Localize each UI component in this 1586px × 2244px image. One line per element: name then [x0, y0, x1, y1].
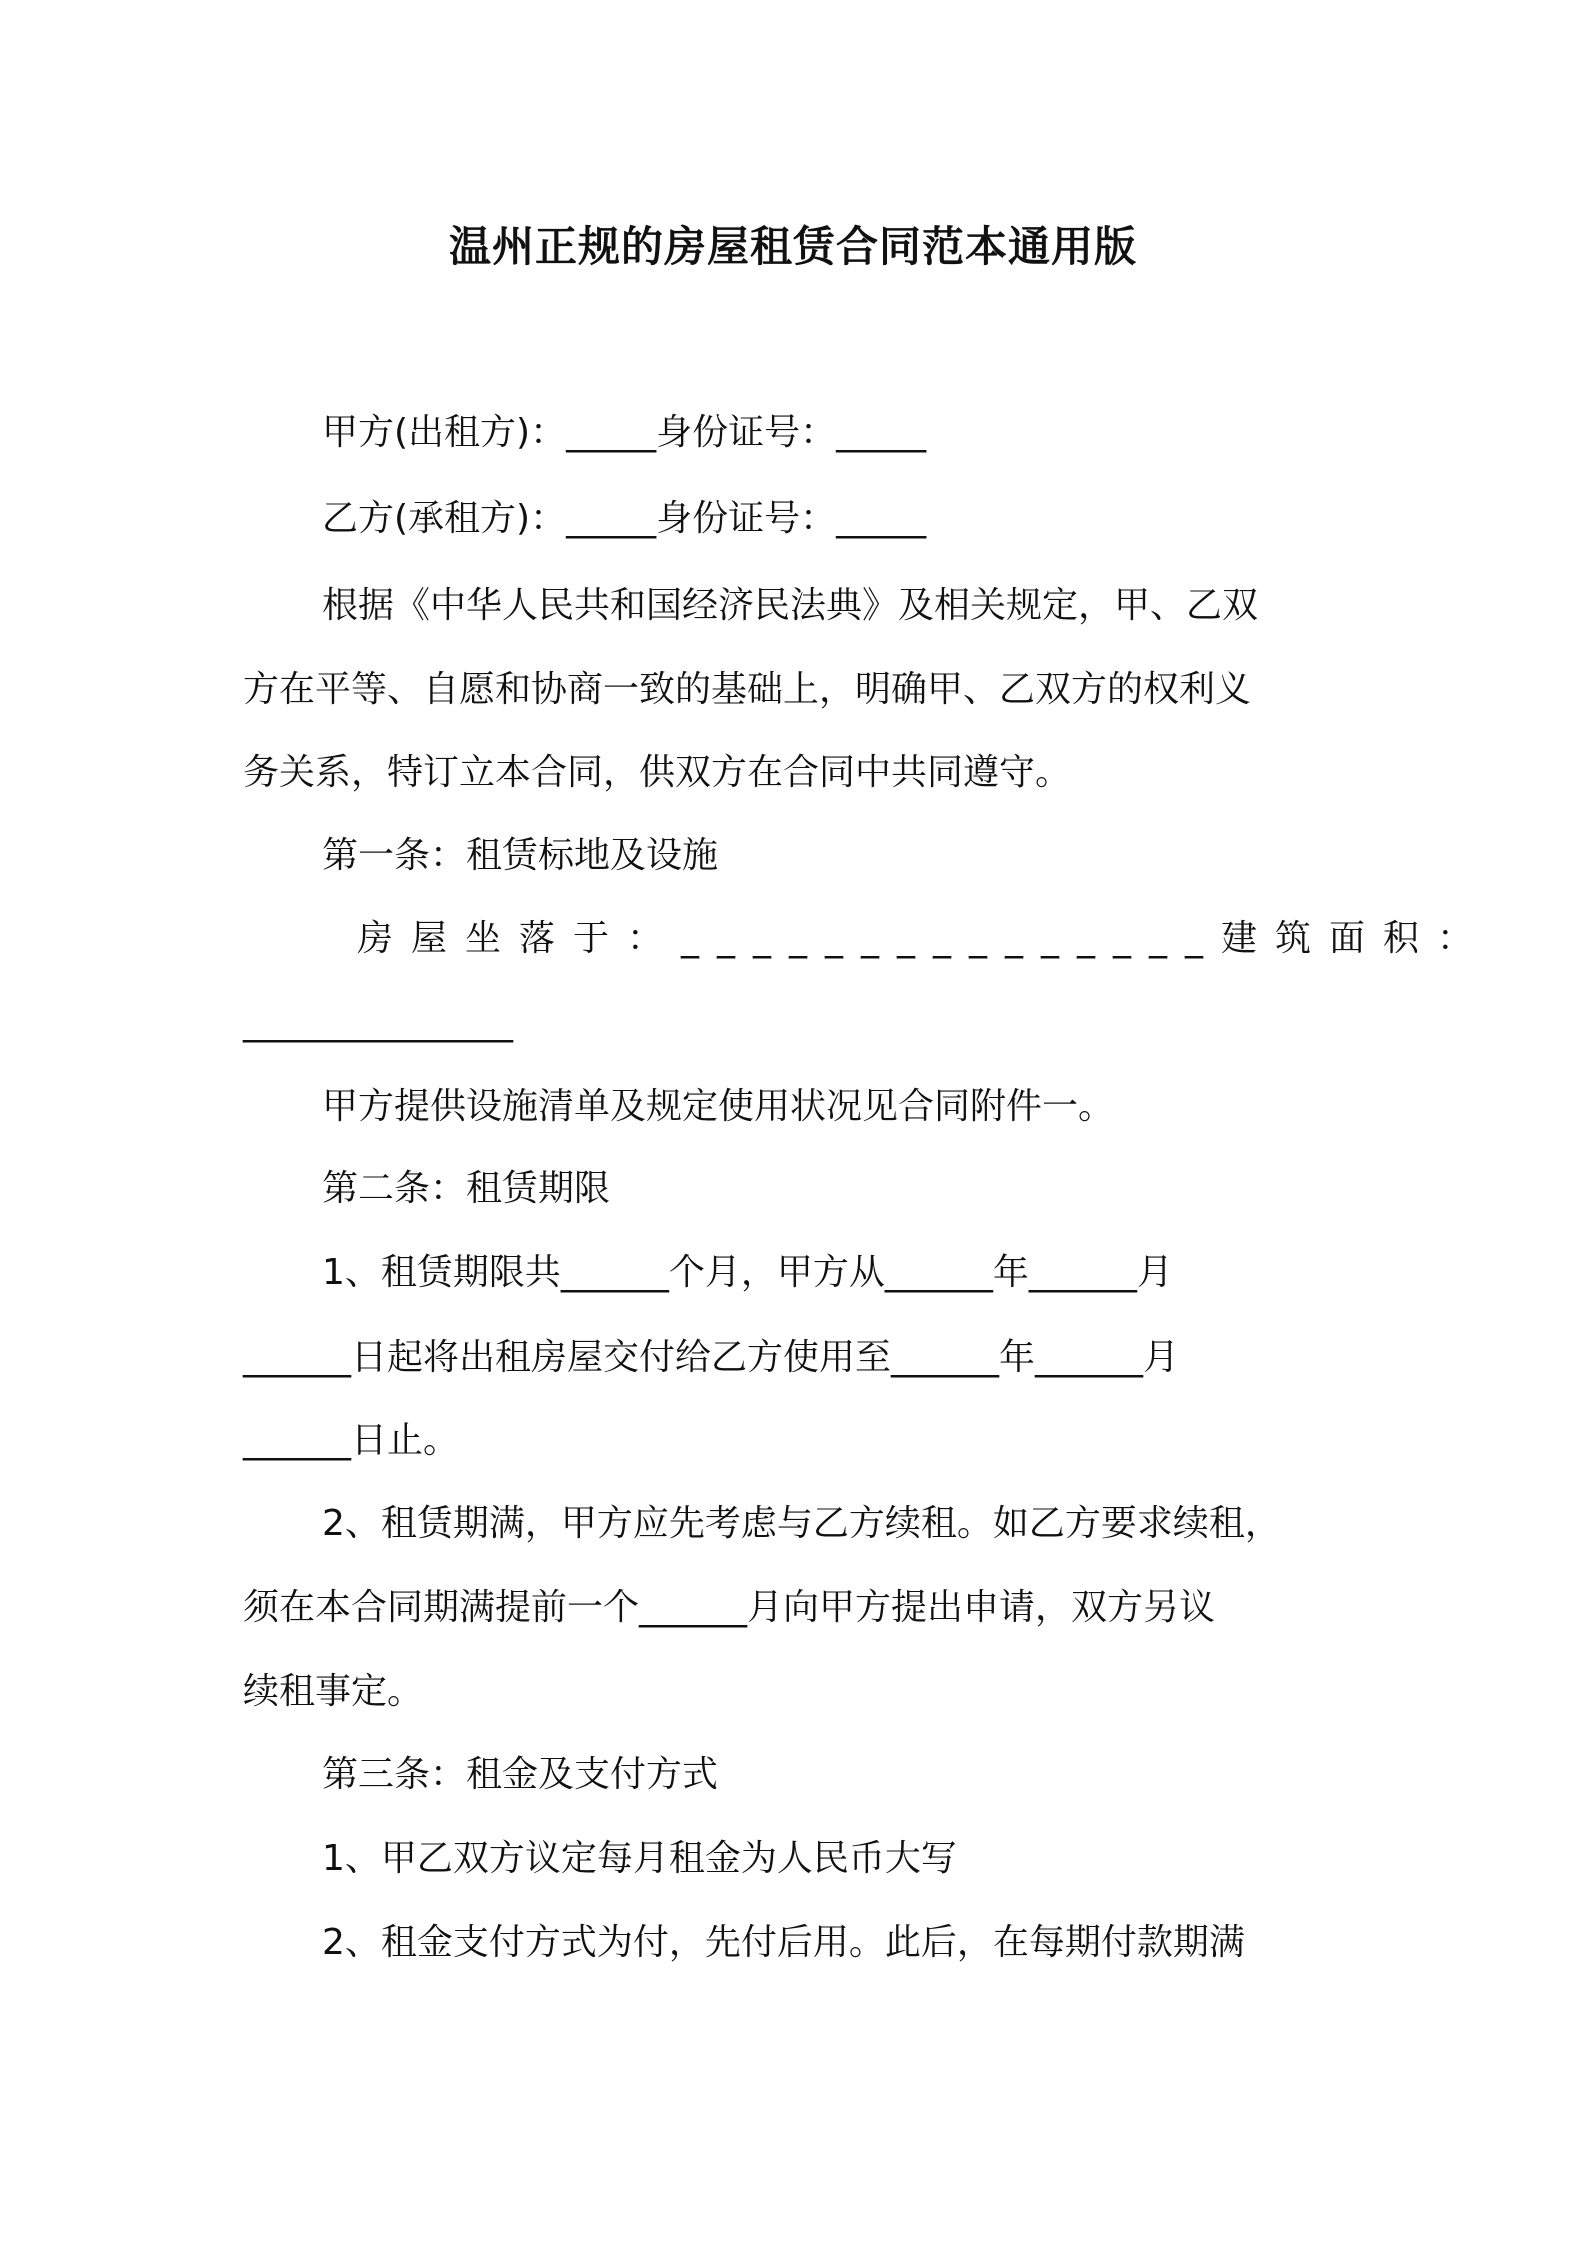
paragraph-line: 根据《中华人民共和国经济民法典》及相关规定，甲、乙双	[322, 585, 1259, 626]
paragraph-line: 方在平等、自愿和协商一致的基础上，明确甲、乙双方的权利义	[243, 669, 1252, 710]
paragraph-line: ______日起将出租房屋交付给乙方使用至______年______月	[243, 1337, 1180, 1378]
paragraph-line: 务关系，特订立本合同，供双方在合同中共同遵守。	[243, 752, 1072, 793]
paragraph-line: 2、租赁期满，甲方应先考虑与乙方续租。如乙方要求续租，	[322, 1503, 1281, 1544]
paragraph-line: 甲方提供设施清单及规定使用状况见合同附件一。	[322, 1086, 1115, 1127]
paragraph-line: 1、甲乙双方议定每月租金为人民币大写	[322, 1838, 957, 1879]
paragraph-line: 房屋坐落于：_______________建筑面积：	[357, 918, 1492, 959]
paragraph-line: 2、租金支付方式为付，先付后用。此后，在每期付款期满	[322, 1922, 1245, 1963]
article-heading: 第一条：租赁标地及设施	[322, 835, 719, 876]
paragraph-line: ______日止。	[243, 1420, 460, 1461]
party-b-line: 乙方(承租方)：_____身份证号：_____	[322, 498, 927, 539]
paragraph-line: _______________	[243, 1002, 513, 1043]
article-heading: 第三条：租金及支付方式	[322, 1754, 719, 1795]
paragraph-line: 续租事定。	[243, 1671, 424, 1712]
article-heading: 第二条：租赁期限	[322, 1168, 611, 1209]
paragraph-line: 须在本合同期满提前一个______月向甲方提出申请，双方另议	[243, 1587, 1216, 1628]
document-title: 温州正规的房屋租赁合同范本通用版	[448, 222, 1137, 271]
paragraph-line: 1、租赁期限共______个月，甲方从______年______月	[322, 1252, 1173, 1293]
party-a-line: 甲方(出租方)：_____身份证号：_____	[322, 412, 927, 453]
